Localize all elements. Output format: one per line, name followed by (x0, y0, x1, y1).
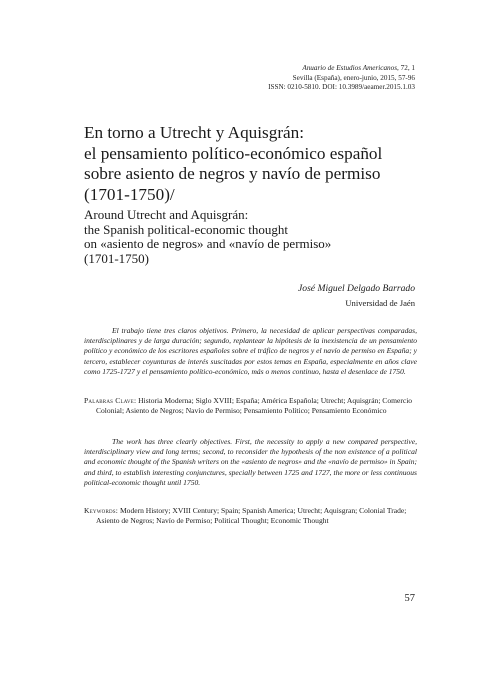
journal-issue-line: Sevilla (España), enero-junio, 2015, 57-96 (292, 73, 415, 82)
title-en-line: (1701-1750) (84, 250, 149, 266)
abstract-spanish: El trabajo tiene tres claros objetivos. Primero, la necesidad de aplicar perspectivas comparadas, interdisciplinares y de larga duración; segundo, replantear la hipótesis de la inexistencia de un pensamiento político y económico de los escritores españoles sobre el tráfico de negros y el navío de permiso en España; y tercero, establecer coyunturas de interés suscitadas por estos temas en España, especialmente en años clave como 1725-1727 y el pensamiento político-económico, más o menos continuo, hasta el desenlace de 1750. (84, 326, 417, 376)
keywords-es-text: Historia Moderna; Siglo XVIII; España; América Española; Utrecht; Aquisgrán; Comercio Colonial; Asiento de Negros; Navío de Permiso; Pensamiento Político; Pensamiento Económico (96, 396, 413, 416)
title-en-line: the Spanish political-economic thought (84, 221, 288, 237)
journal-header (268, 64, 415, 93)
journal-issn-line: ISSN: 0210-5810. DOI: 10.3989/aeamer.2015.1.03 (268, 83, 415, 92)
author-name: José Miguel Delgado Barrado (298, 283, 415, 294)
title-es-line: sobre asiento de negros y navío de permiso (84, 164, 381, 183)
article-title-spanish (84, 123, 424, 205)
keywords-en-label: Keywords: (84, 506, 119, 515)
title-es-line: (1701-1750)/ (84, 184, 175, 204)
keywords-en-text: Modern History; XVIII Century; Spain; Spanish America; Utrecht; Aquisgran; Colonial Trade; Asiento de Negros; Navío de Permiso; Political Thought; Economic Thought (96, 506, 407, 526)
journal-name-line (268, 64, 415, 74)
keywords-es-label: Palabras Clave: (84, 396, 137, 405)
title-en-line: Around Utrecht and Aquisgrán: (84, 207, 249, 222)
title-es-line: En torno a Utrecht y Aquisgrán: (84, 123, 305, 142)
title-en-line: on «asiento de negros» and «navío de permiso» (84, 236, 332, 252)
journal-name: Anuario de Estudios Americanos (302, 64, 398, 72)
abstract-english: The work has three clearly objectives. First, the necessity to apply a new compared perspective, interdisciplinary view and long terms; second, to reconsider the hypothesis of the non existence of a political and economic thought of the Spanish writers on the «asiento de negros» and the «navío de permiso» in Spain; and third, to establish interesting conjunctures, specially between 1725 and 1727, the more or less continuous political-economic thought until 1750. (84, 437, 418, 487)
journal-volume: , 72, 1 (397, 64, 415, 72)
keywords-spanish (84, 396, 417, 416)
title-es-line: el pensamiento político-económico español (84, 143, 383, 163)
author-affiliation: Universidad de Jaén (345, 298, 415, 308)
page-number: 57 (404, 593, 415, 604)
keywords-english (84, 506, 417, 526)
article-title-english (84, 208, 424, 266)
